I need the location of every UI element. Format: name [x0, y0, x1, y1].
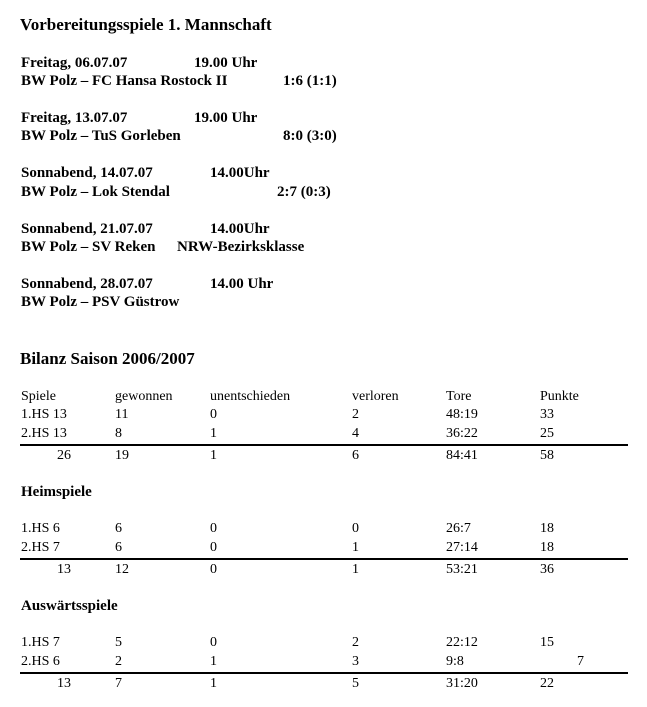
cell-tore: 9:8 — [446, 654, 464, 669]
match-teams: BW Polz – TuS Gorleben — [21, 128, 181, 144]
cell-spiele: 13 — [57, 562, 71, 577]
cell-verloren: 2 — [352, 407, 359, 422]
table-row — [21, 635, 627, 654]
cell-verloren: 2 — [352, 635, 359, 650]
heimspiele-title: Heimspiele — [21, 484, 92, 500]
cell-spiele: 26 — [57, 448, 71, 463]
cell-gewonnen: 6 — [115, 540, 122, 555]
total-row — [21, 448, 627, 467]
cell-unentschieden: 0 — [210, 521, 217, 536]
cell-verloren: 4 — [352, 426, 359, 441]
match-teams: BW Polz – FC Hansa Rostock II — [21, 73, 228, 89]
cell-spiele: 1.HS 13 — [21, 407, 67, 422]
cell-unentschieden: 1 — [210, 426, 217, 441]
cell-spiele: 1.HS 6 — [21, 521, 60, 536]
match-time: 19.00 Uhr — [194, 110, 258, 126]
cell-gewonnen: 12 — [115, 562, 129, 577]
cell-tore: 26:7 — [446, 521, 471, 536]
header-unentschieden: unentschieden — [210, 389, 291, 404]
match-teams: BW Polz – PSV Güstrow — [21, 294, 180, 310]
match-date: Freitag, 06.07.07 — [21, 55, 128, 71]
cell-punkte: 22 — [540, 676, 554, 691]
auswaertsspiele-title: Auswärtsspiele — [21, 598, 118, 614]
cell-gewonnen: 19 — [115, 448, 129, 463]
header-verloren: verloren — [352, 389, 399, 404]
match-date: Sonnabend, 14.07.07 — [21, 165, 153, 181]
table-row — [21, 654, 627, 673]
cell-tore: 22:12 — [446, 635, 478, 650]
cell-punkte: 7 — [577, 654, 584, 669]
cell-gewonnen: 11 — [115, 407, 129, 422]
table-row — [21, 540, 627, 559]
cell-gewonnen: 5 — [115, 635, 122, 650]
cell-punkte: 33 — [540, 407, 554, 422]
cell-unentschieden: 1 — [210, 654, 217, 669]
cell-punkte: 58 — [540, 448, 554, 463]
total-divider — [20, 558, 628, 560]
cell-unentschieden: 0 — [210, 635, 217, 650]
cell-unentschieden: 1 — [210, 448, 217, 463]
cell-verloren: 1 — [352, 562, 359, 577]
cell-gewonnen: 6 — [115, 521, 122, 536]
cell-spiele: 13 — [57, 676, 71, 691]
match-teams: BW Polz – SV Reken — [21, 239, 156, 255]
cell-spiele: 2.HS 6 — [21, 654, 60, 669]
table-row — [21, 407, 627, 426]
match-time: 19.00 Uhr — [194, 55, 258, 71]
cell-verloren: 1 — [352, 540, 359, 555]
table-row — [21, 426, 627, 445]
match-date: Freitag, 13.07.07 — [21, 110, 128, 126]
cell-verloren: 0 — [352, 521, 359, 536]
cell-punkte: 15 — [540, 635, 554, 650]
cell-gewonnen: 7 — [115, 676, 122, 691]
match-date: Sonnabend, 28.07.07 — [21, 276, 153, 292]
cell-spiele: 2.HS 7 — [21, 540, 60, 555]
bilanz-title: Bilanz Saison 2006/2007 — [20, 349, 195, 368]
cell-tore: 36:22 — [446, 426, 478, 441]
cell-verloren: 6 — [352, 448, 359, 463]
cell-tore: 31:20 — [446, 676, 478, 691]
match-date: Sonnabend, 21.07.07 — [21, 221, 153, 237]
page-title: Vorbereitungsspiele 1. Mannschaft — [20, 15, 272, 34]
cell-unentschieden: 0 — [210, 407, 217, 422]
cell-tore: 27:14 — [446, 540, 478, 555]
cell-gewonnen: 2 — [115, 654, 122, 669]
cell-tore: 53:21 — [446, 562, 478, 577]
table-header — [21, 389, 627, 408]
table-row — [21, 521, 627, 540]
match-result: 1:6 (1:1) — [283, 73, 337, 89]
cell-punkte: 36 — [540, 562, 554, 577]
cell-verloren: 3 — [352, 654, 359, 669]
total-divider — [20, 672, 628, 674]
match-time: 14.00 Uhr — [210, 276, 274, 292]
match-result: NRW-Bezirksklasse — [177, 239, 305, 255]
cell-punkte: 18 — [540, 521, 554, 536]
header-tore: Tore — [446, 389, 472, 404]
total-divider — [20, 444, 628, 446]
cell-unentschieden: 0 — [210, 562, 217, 577]
header-punkte: Punkte — [540, 389, 579, 404]
cell-punkte: 25 — [540, 426, 554, 441]
cell-gewonnen: 8 — [115, 426, 122, 441]
header-gewonnen: gewonnen — [115, 389, 173, 404]
match-result: 8:0 (3:0) — [283, 128, 337, 144]
cell-spiele: 1.HS 7 — [21, 635, 60, 650]
match-teams: BW Polz – Lok Stendal — [21, 184, 170, 200]
match-time: 14.00Uhr — [210, 221, 270, 237]
cell-tore: 84:41 — [446, 448, 478, 463]
match-result: 2:7 (0:3) — [277, 184, 331, 200]
match-time: 14.00Uhr — [210, 165, 270, 181]
cell-punkte: 18 — [540, 540, 554, 555]
cell-verloren: 5 — [352, 676, 359, 691]
total-row — [21, 676, 627, 695]
cell-unentschieden: 0 — [210, 540, 217, 555]
cell-spiele: 2.HS 13 — [21, 426, 67, 441]
header-spiele: Spiele — [21, 389, 56, 404]
total-row — [21, 562, 627, 581]
cell-tore: 48:19 — [446, 407, 478, 422]
cell-unentschieden: 1 — [210, 676, 217, 691]
